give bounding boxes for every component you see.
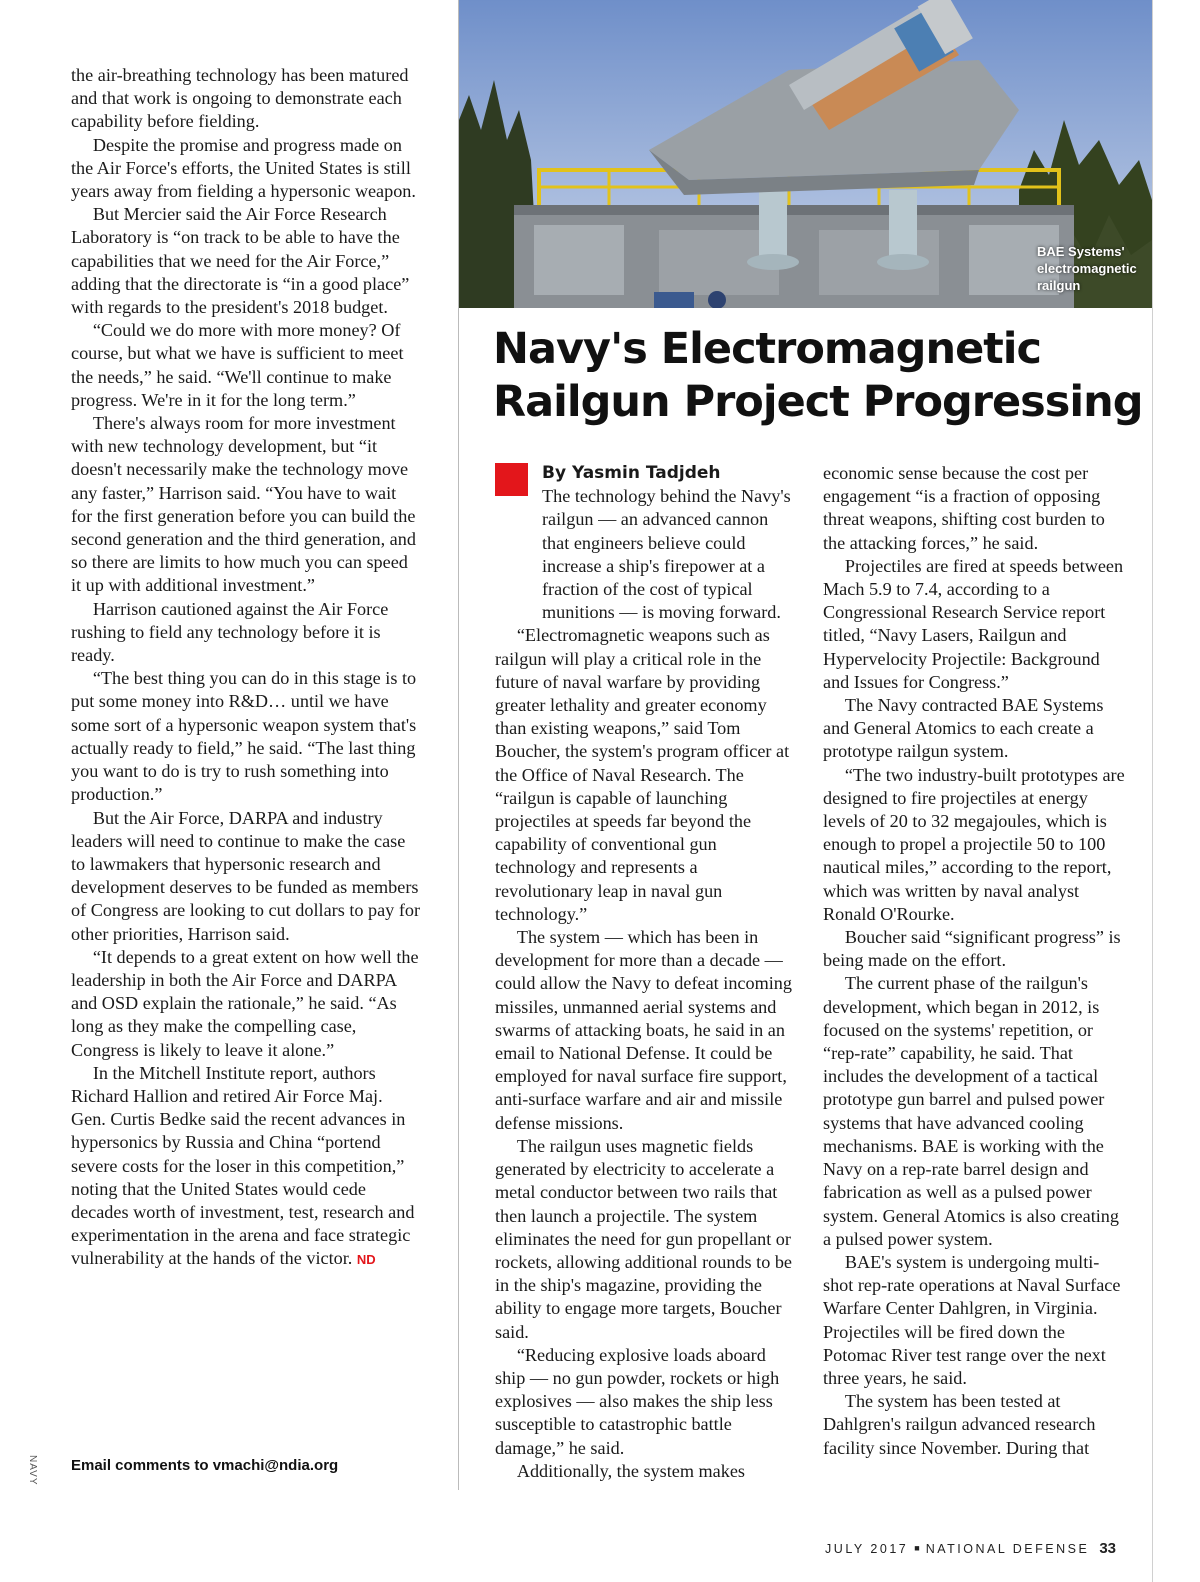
paragraph: BAE's system is undergoing multi-shot rep-rate operations at Naval Surface Warfare Center Dahlgren, in Virginia. Projectiles will be fired down the Potomac River test range over the next three years, he said. bbox=[823, 1251, 1121, 1388]
paragraph: “Reducing explosive loads aboard ship — no gun powder, rockets or high explosives — also makes the ship less susceptible to catastrophic battle damage,” he said. bbox=[495, 1344, 780, 1458]
photo-caption: BAE Systems' electromagnetic railgun bbox=[1037, 244, 1137, 293]
paragraph: “Could we do more with more money? Of course, but what we have is sufficient to meet the needs,” he said. “We'll continue to make progress. We're in it for the long term.” bbox=[71, 320, 404, 410]
right-column bbox=[823, 462, 1125, 1460]
page-number: 33 bbox=[1099, 1540, 1116, 1557]
paragraph: “Electromagnetic weapons such as railgun will play a critical role in the future of naval warfare by providing greater lethality and greater economy than existing weapons,” said Tom Boucher, the system's program officer at the Office of Naval Research. The “railgun is capable of launching projectiles at speeds far beyond the capability of conventional gun technology and represents a revolutionary leap in naval gun technology.” bbox=[495, 625, 790, 924]
paragraph: There's always room for more investment with new technology development, but “it doesn't necessarily make the technology move any faster,” Harrison said. “You have to wait for the first generation before you can build the second generation and the third generation, and so there are limits to how much you can speed it up with additional investment.” bbox=[71, 413, 416, 596]
paragraph: the air-breathing technology has been matured and that work is ongoing to demonstrate each capability before fielding. bbox=[71, 65, 409, 132]
paragraph: “The two industry-built prototypes are designed to fire projectiles at energy levels of 20 to 32 megajoules, which is enough to propel a projectile 50 to 100 nautical miles,” according to the report, which was written by naval analyst Ronald O'Rourke. bbox=[823, 764, 1125, 924]
middle-column bbox=[495, 462, 798, 1483]
page-footer bbox=[825, 1540, 1116, 1557]
paragraph: “The best thing you can do in this stage is to put some money into R&D… until we have some sort of a hypersonic weapon system that's actually ready to field,” he said. “The last thing you want to do is try to rush something into production.” bbox=[71, 668, 417, 805]
footer-separator: ■ bbox=[914, 1543, 920, 1553]
paragraph: economic sense because the cost per engagement “is a fraction of opposing threat weapons, shifting cost burden to the attacking forces,” he said. bbox=[823, 463, 1105, 553]
paragraph: The railgun uses magnetic fields generated by electricity to accelerate a metal conductor between two rails that then launch a projectile. The system eliminates the need for gun propellant or rockets, allowing additional rounds to be in the ship's magazine, providing the ability to engage more targets, Boucher said. bbox=[495, 1135, 793, 1342]
paragraph: The current phase of the railgun's development, which began in 2012, is focused on the systems' repetition, or “rep-rate” capability, he said. That includes the development of a tactical prototype gun barrel and pulsed power systems that have advanced cooling mechanisms. BAE is working with the Navy on a rep-rate barrel design and fabrication as well as a pulsed power system. General Atomics is also creating a pulsed power system. bbox=[823, 973, 1119, 1249]
paragraph-last bbox=[71, 1062, 421, 1272]
left-column bbox=[71, 64, 421, 1272]
paragraph: “It depends to a great extent on how well the leadership in both the Air Force and DARPA and OSD explain the rationale,” he said. “As long as they make the compelling case, Congress is likely to leave it alone.” bbox=[71, 946, 419, 1060]
paragraph: Boucher said “significant progress” is being made on the effort. bbox=[823, 927, 1121, 971]
article-headline: Navy's Electromagnetic Railgun Project Progressing bbox=[493, 324, 1143, 427]
paragraph: But Mercier said the Air Force Research Laboratory is “on track to be able to have the capabilities that we need for the Air Force,” adding that the directorate is “in a good place” with regards to the president's 2018 budget. bbox=[71, 204, 410, 318]
paragraph-text: In the Mitchell Institute report, authors Richard Hallion and retired Air Force Maj. Gen. Curtis Bedke said the recent advances in hypersonics by Russia and China “portend severe costs for the loser in this competition,” noting that the United States would cede decades worth of investment, test, research and experimentation in the arena and face strategic vulnerability at the hands of the victor. bbox=[71, 1062, 415, 1269]
paragraph: The technology behind the Navy's railgun — an advanced cannon that engineers believe could increase a ship's firepower at a fraction of the cost of typical munitions — is moving forward. bbox=[542, 486, 791, 623]
paragraph: Projectiles are fired at speeds between Mach 5.9 to 7.4, according to a Congressional Research Service report titled, “Navy Lasers, Railgun and Hypervelocity Projectile: Background and Issues for Congress.” bbox=[823, 555, 1124, 692]
paragraph: The system has been tested at Dahlgren's railgun advanced research facility since November. During that bbox=[823, 1391, 1096, 1458]
paragraph: The system — which has been in development for more than a decade — could allow the Navy to defeat incoming missiles, unmanned aerial systems and swarms of attacking boats, he said in an email to National Defense. It could be employed for naval surface fire support, anti-surface warfare and air and missile defense missions. bbox=[495, 927, 792, 1133]
byline: By Yasmin Tadjdeh bbox=[542, 463, 721, 483]
issue-date: JULY 2017 bbox=[825, 1542, 909, 1556]
paragraph: Harrison cautioned against the Air Force rushing to field any technology before it is ready. bbox=[71, 598, 389, 666]
paragraph: The Navy contracted BAE Systems and General Atomics to each create a prototype railgun system. bbox=[823, 695, 1104, 762]
paragraph: But the Air Force, DARPA and industry leaders will need to continue to make the case to lawmakers that hypersonic research and development deserves to be funded as members of Congress are looking to cut dollars to pay for other priorities, Harrison said. bbox=[71, 807, 421, 944]
publication-name: NATIONAL DEFENSE bbox=[925, 1542, 1090, 1556]
paragraph: Despite the promise and progress made on the Air Force's efforts, the United States is still years away from fielding a hypersonic weapon. bbox=[71, 134, 416, 202]
column-divider bbox=[458, 0, 459, 1490]
paragraph: Additionally, the system makes bbox=[516, 1460, 745, 1481]
photo-credit: NAVY bbox=[27, 1455, 38, 1486]
email-comments: Email comments to vmachi@ndia.org bbox=[71, 1457, 339, 1474]
end-mark: ND bbox=[356, 1252, 376, 1268]
page-edge-rule bbox=[1152, 0, 1153, 1582]
